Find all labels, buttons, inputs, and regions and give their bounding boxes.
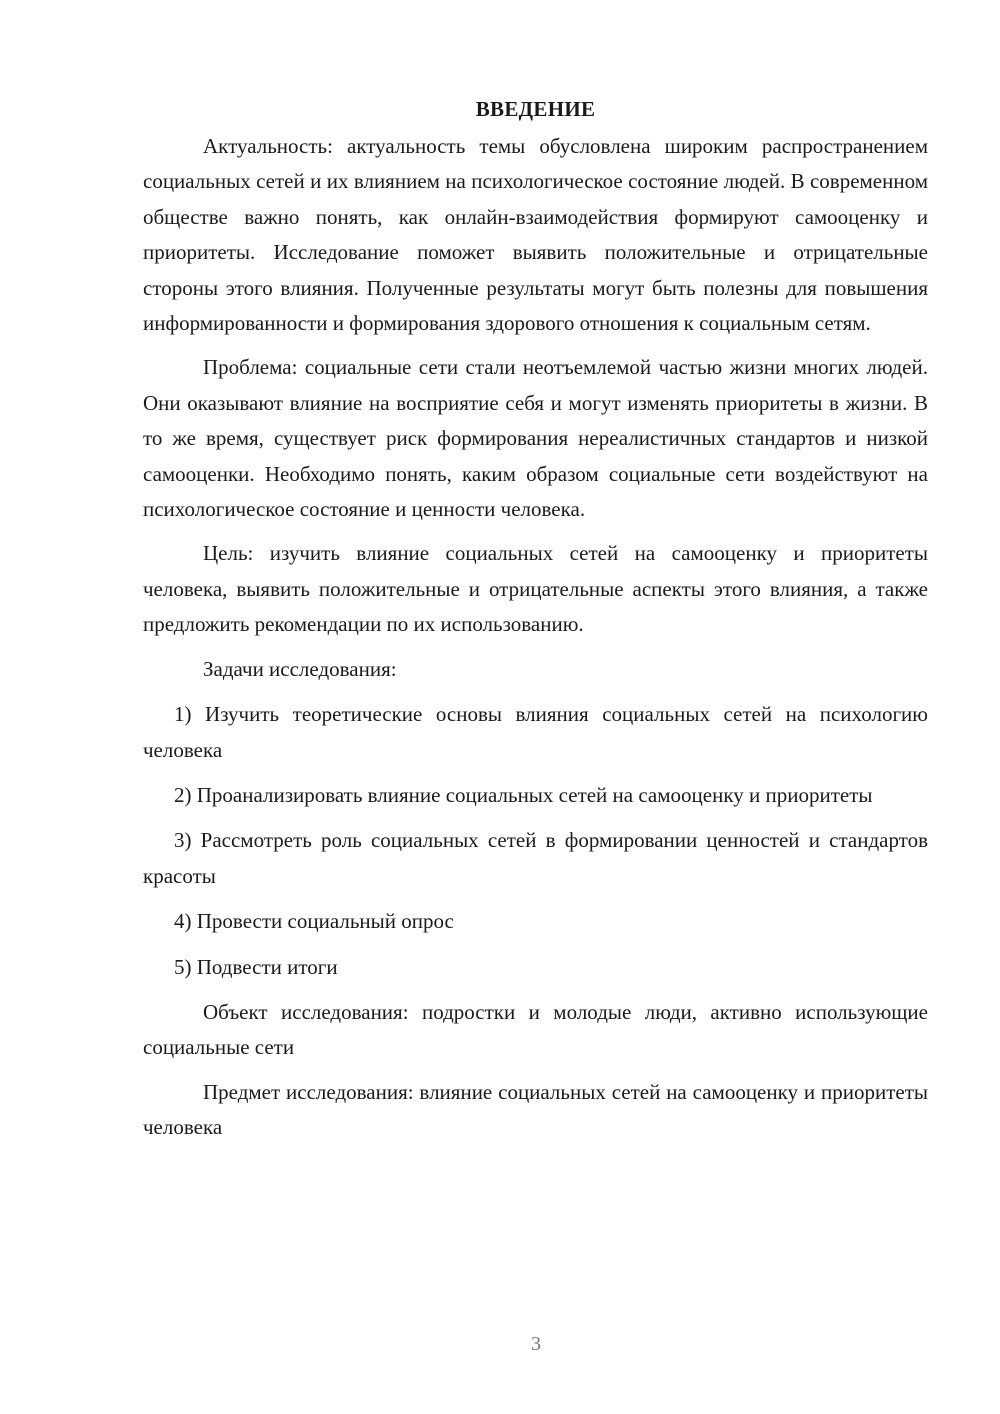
paragraph-relevance: Актуальность: актуальность темы обусловлена широким распространением социальных сетей и их влиянием на психологическое состояние людей. В современном обществе важно понять, как онлайн-взаимодействия формируют самооценку и приоритеты. Исследование поможет выявить положительные и отрицательные стороны этого влияния. Полученные результаты могут быть полезны для повышения информированности и формирования здорового отношения к социальным сетям. xyxy=(143,134,928,336)
task-item-1: 1) Изучить теоретические основы влияния социальных сетей на психологию человека xyxy=(143,702,928,762)
paragraph-goal: Цель: изучить влияние социальных сетей на самооценку и приоритеты человека, выявить положительные и отрицательные аспекты этого влияния, а также предложить рекомендации по их использованию. xyxy=(143,541,928,637)
document-page xyxy=(143,92,928,1155)
tasks-heading: Задачи исследования: xyxy=(203,656,397,681)
task-item-2: 2) Проанализировать влияние социальных сетей на самооценку и приоритеты xyxy=(174,782,873,807)
task-item-5: 5) Подвести итоги xyxy=(174,954,338,979)
paragraph-problem: Проблема: социальные сети стали неотъемлемой частью жизни многих людей. Они оказывают влияние на восприятие себя и могут изменять приоритеты в жизни. В то же время, существует риск формирования нереалистичных стандартов и низкой самооценки. Необходимо понять, каким образом социальные сети воздействуют на психологическое состояние и ценности человека. xyxy=(143,355,928,522)
page-number: 3 xyxy=(531,1333,541,1355)
paragraph-subject: Предмет исследования: влияние социальных сетей на самооценку и приоритеты человека xyxy=(143,1079,928,1140)
task-item-3: 3) Рассмотреть роль социальных сетей в формировании ценностей и стандартов красоты xyxy=(143,828,928,888)
paragraph-object: Объект исследования: подростки и молодые люди, активно использующие социальные сети xyxy=(143,999,928,1060)
task-item-4: 4) Провести социальный опрос xyxy=(174,909,454,934)
document-title: ВВЕДЕНИЕ xyxy=(475,97,596,121)
